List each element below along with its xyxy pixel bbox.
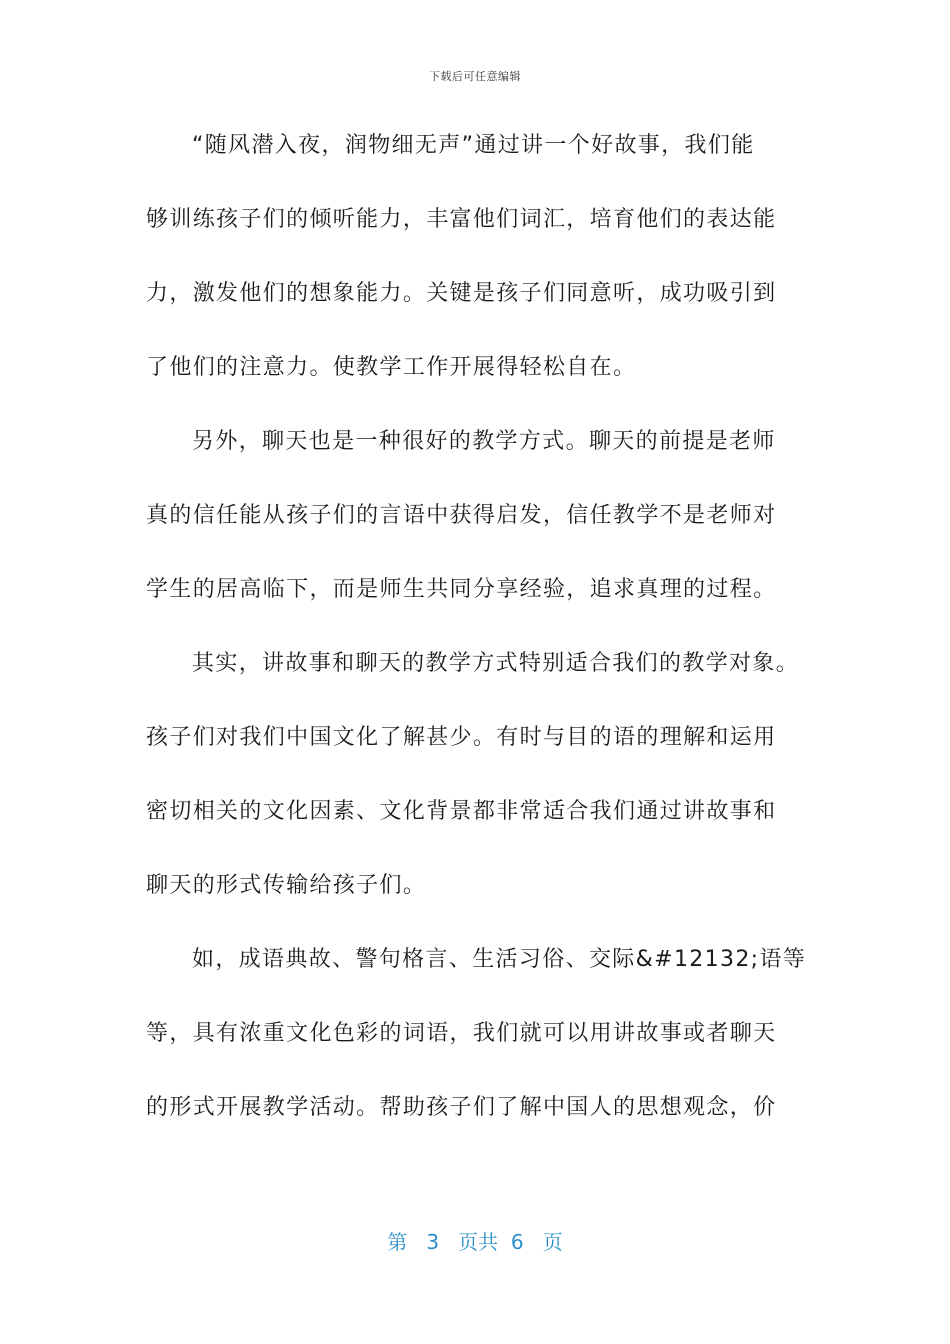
paragraph-1-line-3: 力，激发他们的想象能力。关键是孩子们同意听，成功吸引到 [146, 281, 777, 306]
footer-middle: 页共 [458, 1230, 499, 1254]
paragraph-3-line-4: 聊天的形式传输给孩子们。 [146, 873, 427, 898]
paragraph-4-line-2: 等，具有浓重文化色彩的词语，我们就可以用讲故事或者聊天 [146, 1021, 777, 1046]
paragraph-1-line-1: “随风潜入夜，润物细无声”通过讲一个好故事，我们能 [192, 133, 755, 158]
body-text [146, 124, 806, 1160]
paragraph-3-line-3: 密切相关的文化因素、文化背景都非常适合我们通过讲故事和 [146, 799, 777, 824]
header-note: 下载后可任意编辑 [429, 70, 521, 83]
paragraph-2-line-3: 学生的居高临下，而是师生共同分享经验，追求真理的过程。 [146, 577, 777, 602]
paragraph-2-line-1: 另外，聊天也是一种很好的教学方式。聊天的前提是老师 [192, 429, 776, 454]
paragraph-3-line-1: 其实，讲故事和聊天的教学方式特别适合我们的教学对象。 [192, 651, 800, 676]
page-footer [0, 1226, 950, 1255]
paragraph-3-line-2: 孩子们对我们中国文化了解甚少。有时与目的语的理解和运用 [146, 725, 777, 750]
total-pages-number: 6 [510, 1230, 524, 1254]
footer-prefix: 第 [387, 1230, 408, 1254]
current-page-number: 3 [426, 1230, 440, 1254]
paragraph-1-line-2: 够训练孩子们的倾听能力，丰富他们词汇，培育他们的表达能 [146, 207, 777, 232]
footer-suffix: 页 [542, 1230, 563, 1254]
paragraph-2-line-2: 真的信任能从孩子们的言语中获得启发，信任教学不是老师对 [146, 503, 777, 528]
paragraph-4-line-1: 如，成语典故、警句格言、生活习俗、交际&#12132;语等 [192, 947, 807, 972]
paragraph-1-line-4: 了他们的注意力。使教学工作开展得轻松自在。 [146, 355, 637, 380]
paragraph-4-line-3: 的形式开展教学活动。帮助孩子们了解中国人的思想观念，价 [146, 1095, 777, 1120]
